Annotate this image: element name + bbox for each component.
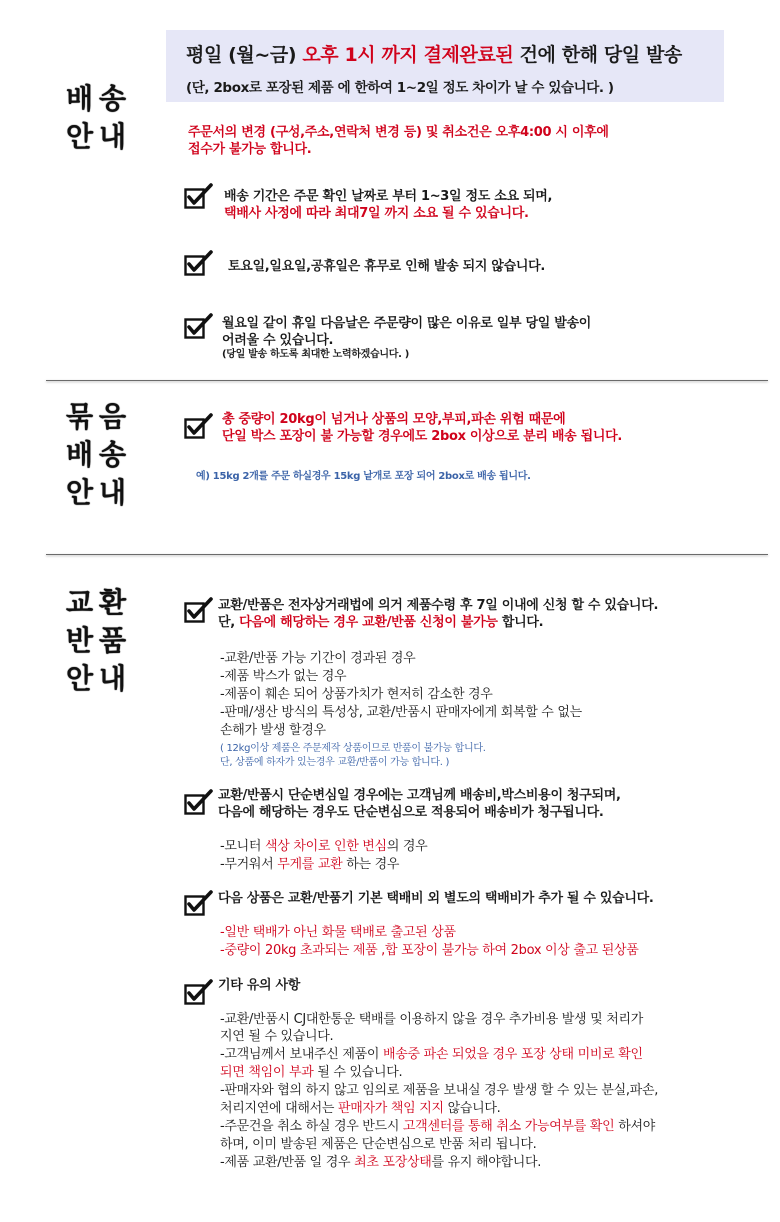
list-text: -모니터 (220, 839, 265, 854)
other-notes-heading: 기타 유의 사항 (218, 978, 300, 993)
list-text: -제품 교환/반품 일 경우 (220, 1155, 355, 1170)
bundle-title-line-1: 묶음 (65, 400, 133, 433)
monday-notice-note: (당일 발송 하도록 최대한 노력하겠습니다. ) (222, 349, 410, 360)
list-item: -교환/반품시 CJ대한통운 택배를 이용하지 않을 경우 추가비용 발생 및 처리가 (220, 1012, 644, 1027)
shipping-change-notice-line-1: 주문서의 변경 (구성,주소,연락처 변경 등) 및 취소건은 오후4:00 시 이후에 (188, 125, 609, 140)
list-highlight: 되면 책임이 부과 (220, 1065, 314, 1080)
list-item (220, 1118, 655, 1135)
bundle-title-line-3: 안내 (65, 476, 133, 509)
shipping-section-title (54, 80, 144, 156)
extra-fee-notice: 다음 상품은 교환/반품기 기본 택배비 외 별도의 택배비가 추가 될 수 있습니다. (218, 891, 654, 906)
section-divider (46, 380, 768, 381)
list-item (220, 1064, 402, 1081)
bundle-example: 예) 15kg 2개를 주문 하실경우 15kg 낱개로 포장 되어 2box로 배송 됩니다. (196, 471, 531, 482)
checkbox-check-icon (184, 183, 214, 209)
shipping-title-line-2: 안내 (65, 120, 133, 153)
same-day-shipping-banner (166, 30, 724, 102)
exchange-period-suffix: 합니다. (497, 615, 544, 630)
section-divider (46, 554, 768, 555)
banner-headline (186, 40, 682, 67)
list-item (220, 1154, 541, 1171)
checkbox-check-icon (184, 789, 214, 815)
simple-change-line-1: 교환/반품시 단순변심일 경우에는 고객님께 배송비,박스비용이 청구되며, (218, 788, 621, 803)
banner-text-c: 건에 한해 당일 발송 (513, 44, 682, 66)
list-highlight: 최초 포장상태 (354, 1155, 432, 1170)
exchange-period-prefix: 단, (218, 615, 240, 630)
monday-notice-line-2: 어려울 수 있습니다. (222, 333, 334, 348)
exchange-period-highlight: 다음에 해당하는 경우 교환/반품 신청이 불가능 (239, 615, 498, 630)
list-item: 지연 될 수 있습니다. (220, 1029, 334, 1044)
list-item: -제품이 훼손 되어 상품가치가 현저히 감소한 경우 (220, 687, 493, 702)
list-item: -제품 박스가 없는 경우 (220, 669, 347, 684)
checkbox-check-icon (184, 250, 214, 276)
checkbox-check-icon (184, 597, 214, 623)
exchange-title-line-1: 교환 (65, 586, 133, 619)
bundle-weight-line-1: 총 중량이 20kg이 넘거나 상품의 모양,부피,파손 위험 때문에 (222, 412, 566, 427)
list-text: 않습니다. (443, 1101, 501, 1116)
list-text: 를 유지 해야합니다. (431, 1155, 542, 1170)
banner-text-a: 평일 (월~금) (186, 44, 303, 66)
shipping-change-notice-line-2: 접수가 불가능 합니다. (188, 142, 312, 157)
checkbox-check-icon (184, 890, 214, 916)
list-item: -일반 택배가 아닌 화물 택배로 출고된 상품 (220, 925, 456, 940)
list-item: 손해가 발생 할경우 (220, 723, 326, 738)
list-text: 될 수 있습니다. (313, 1065, 403, 1080)
monday-notice-line-1: 월요일 같이 휴일 다음날은 주문량이 많은 이유로 일부 당일 발송이 (222, 316, 591, 331)
list-item: -중량이 20kg 초과되는 제품 ,합 포장이 불가능 하여 2box 이상 출고 된상품 (220, 943, 639, 958)
banner-text-highlight: 오후 1시 까지 결제완료된 (302, 44, 514, 66)
shipping-title-line-1: 배송 (65, 82, 133, 115)
bundle-title-line-2: 배송 (65, 438, 133, 471)
list-item (220, 1100, 500, 1117)
list-highlight: 배송중 파손 되었을 경우 포장 상태 미비로 확인 (382, 1047, 643, 1062)
exchange-section-title (54, 584, 144, 698)
list-highlight: 색상 차이로 인한 변심 (265, 839, 387, 854)
list-item: -교환/반품 가능 기간이 경과된 경우 (220, 651, 416, 666)
banner-subline: (단, 2box로 포장된 제품 에 한하여 1~2일 정도 차이가 날 수 있습니다. ) (186, 80, 614, 96)
list-highlight: 판매자가 책임 지지 (338, 1101, 444, 1116)
exchange-weight-note-line-1: ( 12kg이상 제품은 주문제작 상품이므로 반품이 불가능 합니다. (220, 743, 486, 754)
list-text: 하셔야 (614, 1119, 655, 1134)
exchange-period-line-2 (218, 614, 543, 631)
checkbox-check-icon (184, 313, 214, 339)
list-highlight: 고객센터를 통해 취소 가능여부를 확인 (402, 1119, 615, 1134)
simple-change-line-2: 다음에 해당하는 경우도 단순변심으로 적용되어 배송비가 청구됩니다. (218, 805, 604, 820)
shipping-period-line-2: 택배사 사정에 따라 최대7일 까지 소요 될 수 있습니다. (224, 206, 529, 221)
exchange-weight-note-line-2: 단, 상품에 하자가 있는경우 교환/반품이 가능 합니다. ) (220, 757, 450, 768)
list-highlight: 무게를 교환 (277, 857, 343, 872)
bundle-section-title (54, 398, 144, 512)
list-text: -무거워서 (220, 857, 278, 872)
list-text: 처리지연에 대해서는 (220, 1101, 338, 1116)
shipping-period-line-1: 배송 기간은 주문 확인 날짜로 부터 1~3일 정도 소요 되며, (224, 189, 553, 204)
list-text: 의 경우 (386, 839, 428, 854)
checkbox-check-icon (184, 413, 214, 439)
weekend-holiday-notice: 토요일,일요일,공휴일은 휴무로 인해 발송 되지 않습니다. (228, 259, 545, 274)
list-item (220, 838, 427, 855)
list-text: -고객님께서 보내주신 제품이 (220, 1047, 383, 1062)
list-text: -주문건을 취소 하실 경우 반드시 (220, 1119, 403, 1134)
exchange-title-line-3: 안내 (65, 662, 133, 695)
exchange-period-line-1: 교환/반품은 전자상거래법에 의거 제품수령 후 7일 이내에 신청 할 수 있습니다. (218, 598, 659, 613)
bundle-weight-line-2: 단일 박스 포장이 불 가능할 경우에도 2box 이상으로 분리 배송 됩니다. (222, 429, 623, 444)
list-item (220, 1046, 643, 1063)
exchange-title-line-2: 반품 (65, 624, 133, 657)
list-item: 하며, 이미 발송된 제품은 단순변심으로 반품 처리 됩니다. (220, 1137, 537, 1152)
list-item: -판매/생산 방식의 특성상, 교환/반품시 판매자에게 회복할 수 없는 (220, 705, 582, 720)
list-text: 하는 경우 (342, 857, 400, 872)
checkbox-check-icon (184, 979, 214, 1005)
list-item (220, 856, 399, 873)
list-item: -판매자와 협의 하지 않고 임의로 제품을 보내실 경우 발생 할 수 있는 분실,파손, (220, 1083, 659, 1098)
